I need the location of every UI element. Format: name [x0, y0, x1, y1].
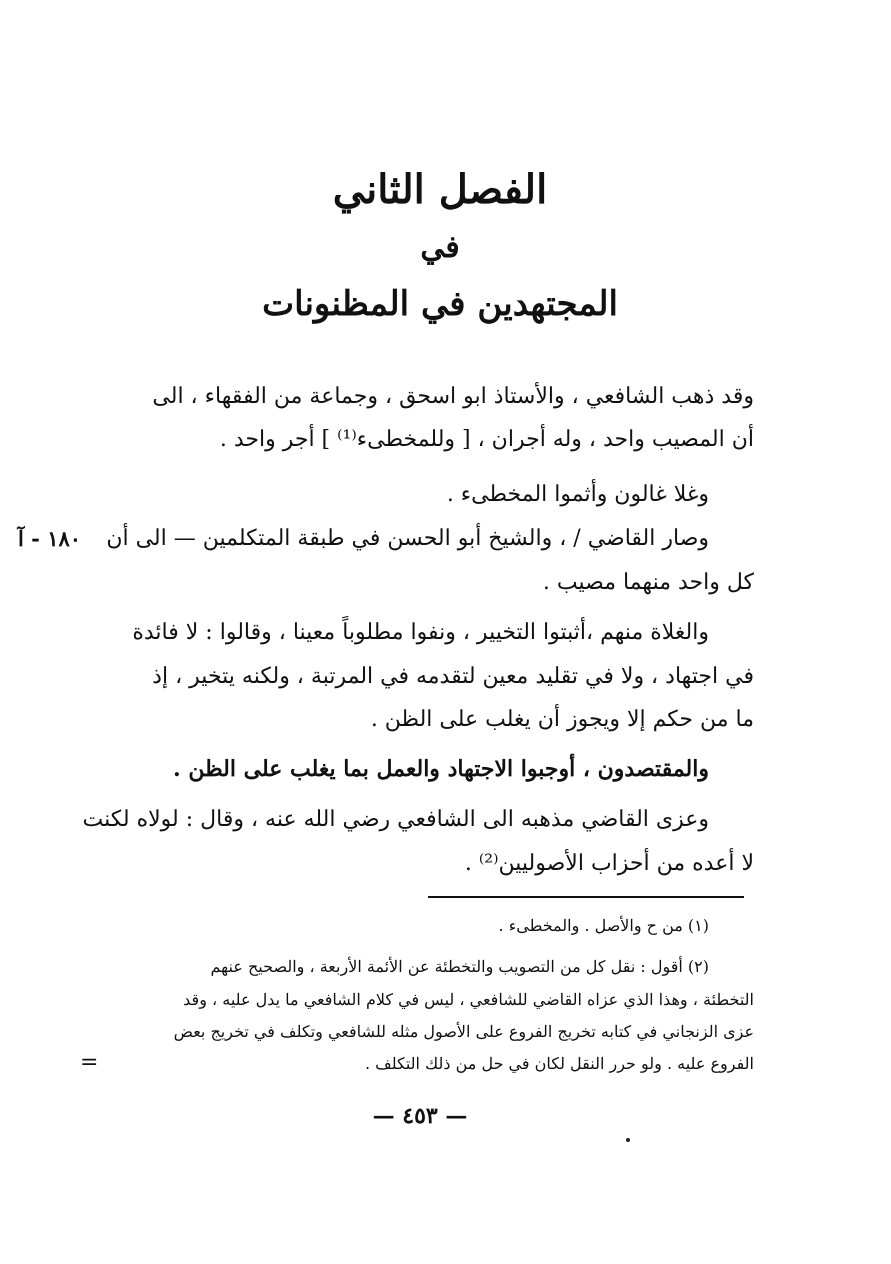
body-line: وقد ذهب الشافعي ، والأستاذ ابو اسحق ، وجماعة من الفقهاء ، الى	[152, 384, 754, 409]
footnote-line: (٢) أقول : نقل كل من التصويب والتخطئة عن الأئمة الأربعة ، والصحيح عنهم	[210, 957, 709, 976]
body-line: وصار القاضي / ، والشيخ أبو الحسن في طبقة المتكلمين — الى أن	[106, 526, 709, 551]
body-line: كل واحد منهما مصيب .	[542, 570, 754, 595]
body-line: أن المصيب واحد ، وله أجران ، [ وللمخطىء⁽¹⁾ ] أجر واحد .	[219, 427, 754, 452]
scan-speck	[626, 1138, 630, 1142]
footnote-separator	[428, 896, 744, 898]
page-number: — ٤٥٣ —	[372, 1103, 468, 1129]
body-line: وعزى القاضي مذهبه الى الشافعي رضي الله عنه ، وقال : لولاه لكنت	[82, 807, 709, 832]
footnote-line: (١) من ح والأصل . والمخطىء .	[498, 916, 709, 935]
body-line: والمقتصدون ، أوجبوا الاجتهاد والعمل بما يغلب على الظن .	[173, 756, 709, 782]
footnote-line: التخطئة ، وهذا الذي عزاه القاضي للشافعي ، ليس في كلام الشافعي ما يدل عليه ، وقد	[183, 990, 754, 1009]
margin-folio-note: ١٨٠ - آ	[18, 526, 82, 551]
body-line: لا أعده من أحزاب الأصوليين⁽²⁾ .	[464, 851, 754, 876]
body-line: والغلاة منهم ،أثبتوا التخيير ، ونفوا مطلوباً معينا ، وقالوا : لا فائدة	[132, 620, 709, 645]
chapter-subtitle: المجتهدين في المظنونات	[262, 284, 618, 324]
body-line: ما من حكم إلا ويجوز أن يغلب على الظن .	[370, 707, 754, 732]
body-line: وغلا غالون وأثموا المخطىء .	[446, 482, 709, 507]
body-line: في اجتهاد ، ولا في تقليد معين لتقدمه في المرتبة ، ولكنه يتخير ، إذ	[152, 664, 754, 689]
chapter-preposition: في	[420, 230, 460, 265]
footnote-line: عزى الزنجاني في كتابه تخريج الفروع على الأصول مثله للشافعي وتكلف في تخريج بعض	[173, 1022, 754, 1041]
continuation-mark: =	[80, 1050, 99, 1075]
chapter-title: الفصل الثاني	[332, 166, 548, 213]
footnote-line: الفروع عليه . ولو حرر النقل لكان في حل من ذلك التكلف .	[364, 1054, 754, 1073]
